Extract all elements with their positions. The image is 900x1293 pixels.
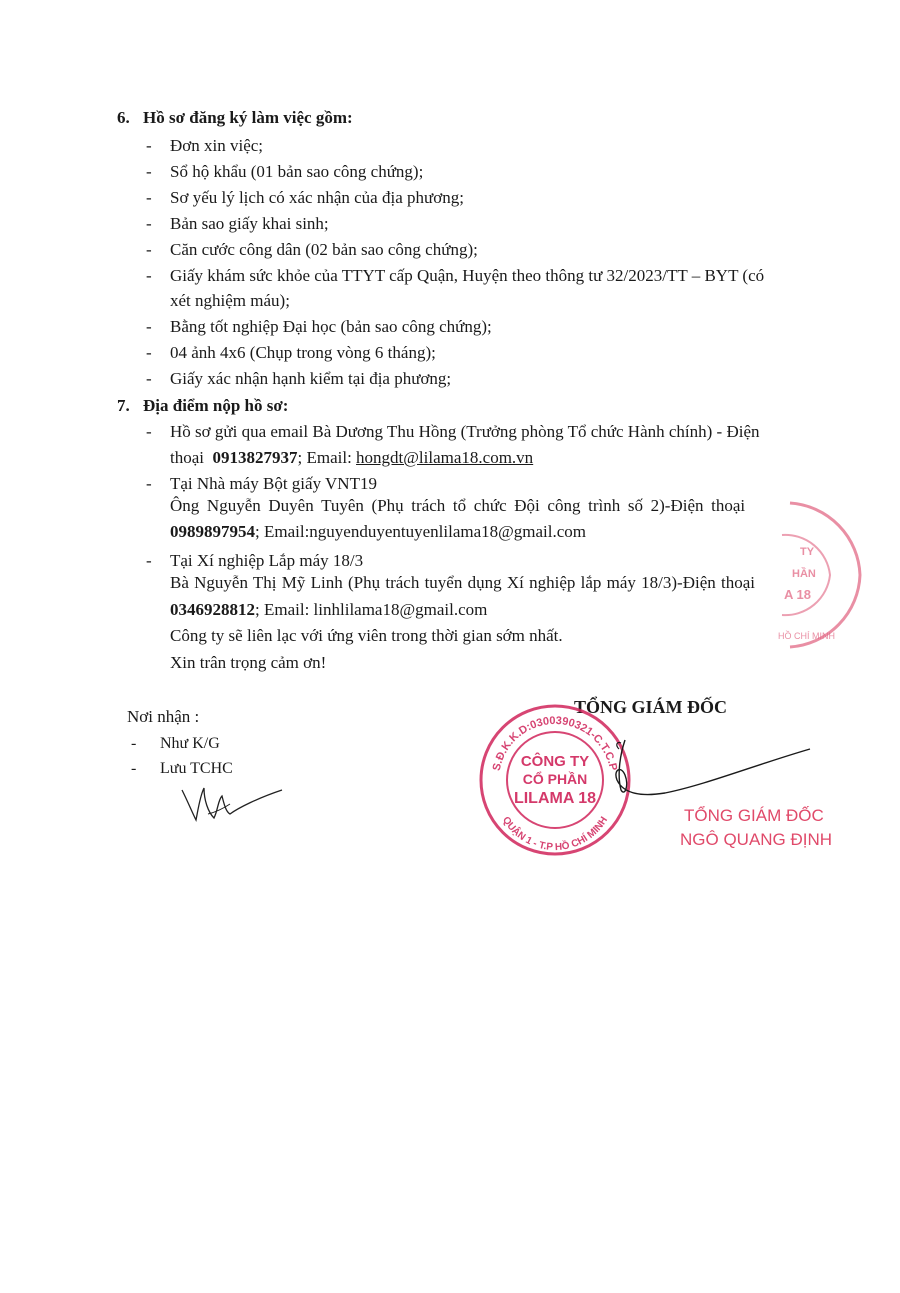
bullet-dash: -: [146, 551, 152, 570]
list-item: Đơn xin việc;: [170, 136, 264, 155]
list-item: Bằng tốt nghiệp Đại học (bản sao công chứng);: [170, 317, 492, 336]
bullet-dash: -: [146, 240, 152, 259]
list-item: Giấy khám sức khỏe của TTYT cấp Quận, Huyện theo thông tư 32/2023/TT – BYT (có: [170, 266, 765, 285]
list-item-continuation: xét nghiệm máu);: [170, 291, 290, 310]
bullet-dash: -: [146, 369, 152, 388]
contact3-email: ; Email: linhlilama18@gmail.com: [255, 600, 488, 619]
recipient-item: Lưu TCHC: [160, 760, 233, 777]
contact1-phone: 0913827937: [212, 448, 298, 467]
bullet-dash: -: [146, 317, 152, 336]
bullet-dash: -: [146, 343, 152, 362]
contact3-phone: 0346928812: [170, 600, 255, 619]
svg-text:TY: TY: [800, 546, 815, 558]
svg-text:HẦN: HẦN: [792, 568, 816, 580]
contact1-email-label: ; Email:: [297, 448, 352, 467]
contact2-location: Tại Nhà máy Bột giấy VNT19: [170, 474, 377, 493]
contact2-line3: [170, 522, 586, 542]
list-item: 04 ảnh 4x6 (Chụp trong vòng 6 tháng);: [170, 343, 436, 362]
svg-text:QUẬN 1 - T.P HỒ CHÍ MINH: [500, 815, 610, 853]
contact3-location: Tại Xí nghiệp Lắp máy 18/3: [170, 551, 364, 570]
bullet-dash: -: [131, 760, 137, 777]
bullet-dash: -: [146, 474, 152, 493]
contact2-person: Ông Nguyễn Duyên Tuyên (Phụ trách tổ chức Đội công trình số 2)-Điện thoại: [170, 496, 746, 515]
stamp-line3: LILAMA 18: [513, 790, 597, 807]
director-signature: [595, 735, 815, 805]
initials-signature: [178, 782, 288, 832]
stamp-line1: CÔNG TY: [520, 753, 590, 770]
contact3-person: Bà Nguyễn Thị Mỹ Linh (Phụ trách tuyển dụng Xí nghiệp lắp máy 18/3)-Điện thoại: [170, 573, 755, 592]
bullet-dash: -: [146, 162, 152, 181]
contact1-phone-label: thoại: [170, 448, 204, 467]
contact1-line2: [170, 448, 533, 468]
recipient-item: Như K/G: [160, 735, 220, 752]
section7-title: Địa điểm nộp hồ sơ:: [143, 396, 289, 415]
recipients-label: Nơi nhận :: [127, 707, 200, 726]
bullet-dash: -: [146, 266, 152, 285]
signer-name: NGÔ QUANG ĐỊNH: [680, 830, 833, 849]
bullet-dash: -: [131, 735, 137, 752]
section6-title: Hồ sơ đăng ký làm việc gồm:: [143, 108, 353, 127]
contact1-line1: Hồ sơ gửi qua email Bà Dương Thu Hồng (Trưởng phòng Tổ chức Hành chính) - Điện: [170, 422, 760, 441]
svg-text:HỒ CHÍ MINH: HỒ CHÍ MINH: [778, 631, 835, 641]
thanks-line: Xin trân trọng cảm ơn!: [170, 653, 327, 672]
svg-text:A 18: A 18: [784, 587, 811, 602]
list-item: Căn cước công dân (02 bản sao công chứng);: [170, 240, 478, 259]
stamp-ring-top: S.Đ.K.K.D:0300390321-C.T.C.P: [490, 714, 620, 772]
list-item: Sơ yếu lý lịch có xác nhận của địa phương;: [170, 188, 464, 207]
stamp-ring-bottom: QUẬN 1 - T.P HỒ CHÍ MINH: [499, 814, 611, 854]
contact3-line3: [170, 600, 487, 620]
bullet-dash: -: [146, 214, 152, 233]
bullet-dash: -: [146, 422, 152, 441]
section6-number: 6.: [117, 108, 130, 127]
contact2-phone: 0989897954: [170, 522, 255, 541]
director-title: TỔNG GIÁM ĐỐC: [574, 697, 727, 717]
partial-seal: [770, 495, 870, 655]
list-item: Bản sao giấy khai sinh;: [170, 214, 329, 233]
contact1-email-link[interactable]: hongdt@lilama18.com.vn: [356, 448, 534, 467]
signer-title: TỔNG GIÁM ĐỐC: [684, 806, 824, 825]
contact2-email: ; Email:nguyenduyentuyenlilama18@gmail.com: [255, 522, 587, 541]
stamp-line2: CỔ PHẦN: [522, 771, 588, 787]
closing-line: Công ty sẽ liên lạc với ứng viên trong thời gian sớm nhất.: [170, 626, 563, 645]
bullet-dash: -: [146, 188, 152, 207]
list-item: Sổ hộ khẩu (01 bản sao công chứng);: [170, 162, 424, 181]
bullet-dash: -: [146, 136, 152, 155]
list-item: Giấy xác nhận hạnh kiểm tại địa phương;: [170, 369, 452, 388]
section7-number: 7.: [117, 396, 130, 415]
